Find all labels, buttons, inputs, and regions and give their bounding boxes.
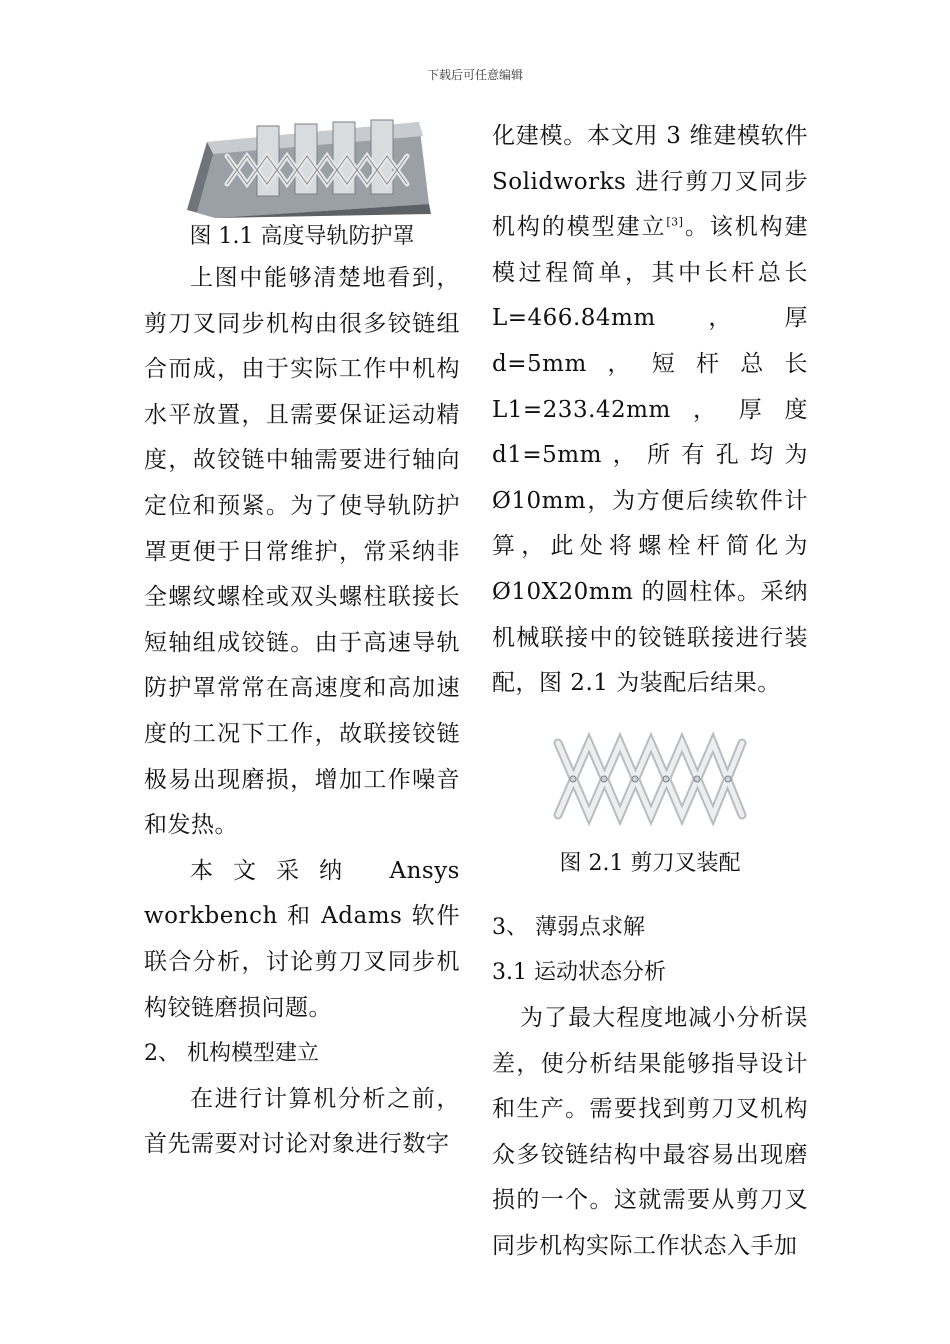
page-header: 下载后可任意编辑: [426, 68, 523, 82]
body-paragraph: 在进行计算机分析之前，首先需要对讨论对象进行数字: [144, 1085, 460, 1158]
figure-2-1-caption: 图 2.1 剪刀叉装配: [559, 850, 741, 876]
section-heading: 2、 机构模型建立: [144, 1041, 319, 1067]
section-heading: 3、 薄弱点求解: [492, 914, 645, 940]
citation-ref: [3]: [666, 215, 684, 229]
figure-2-1-scissor-assembly: [552, 725, 748, 831]
subsection-heading: 3.1 运动状态分析: [492, 960, 666, 986]
body-paragraph: [492, 114, 808, 707]
right-column: [492, 114, 808, 1269]
figure-1-1-caption: 图 1.1 高度导轨防护罩: [189, 224, 415, 249]
body-paragraph: 上图中能够清楚地看到，剪刀叉同步机构由很多铰链组合而成，由于实际工作中机构水平放置，且需要保证运动精度，故铰链中轴需要进行轴向定位和预紧。为了使导轨防护罩更便于日常维护，常采纳非全螺纹螺栓或双头螺柱联接长短轴组成铰链。由于高速导轨防护罩常常在高速度和高加速度的工况下工作，故联接铰链极易出现磨损，增加工作噪音和发热。: [144, 265, 460, 839]
body-paragraph: 本文采纳 Ansys workbench 和 Adams 软件联合分析，讨论剪刀叉同步机构铰链磨损问题。: [144, 857, 460, 1021]
body-text: 。该机构建模过程简单，其中长杆总长 L=466.84mm，厚 d=5mm，短杆总长 L1=233.42mm，厚度 d1=5mm，所有孔均为 Ø10mm，为方便后续软件计算，此处将螺栓杆简化为 Ø10X20mm 的圆柱体。采纳机械联接中的铰链联接进行装配，图 2.1 为装配后结果。: [492, 214, 809, 697]
body-paragraph: 为了最大程度地减小分析误差，使分析结果能够指导设计和生产。需要找到剪刀叉机构众多铰链结构中最容易出现磨损的一个。这就需要从剪刀叉同步机构实际工作状态入手加: [492, 1004, 808, 1259]
figure-1-1-guard-photo: [167, 114, 437, 218]
body-text: 化建模。本文用 3 维建模软件 Solidworks 进行剪刀叉同步机构的模型建立: [492, 123, 808, 241]
left-column: [144, 114, 460, 1168]
